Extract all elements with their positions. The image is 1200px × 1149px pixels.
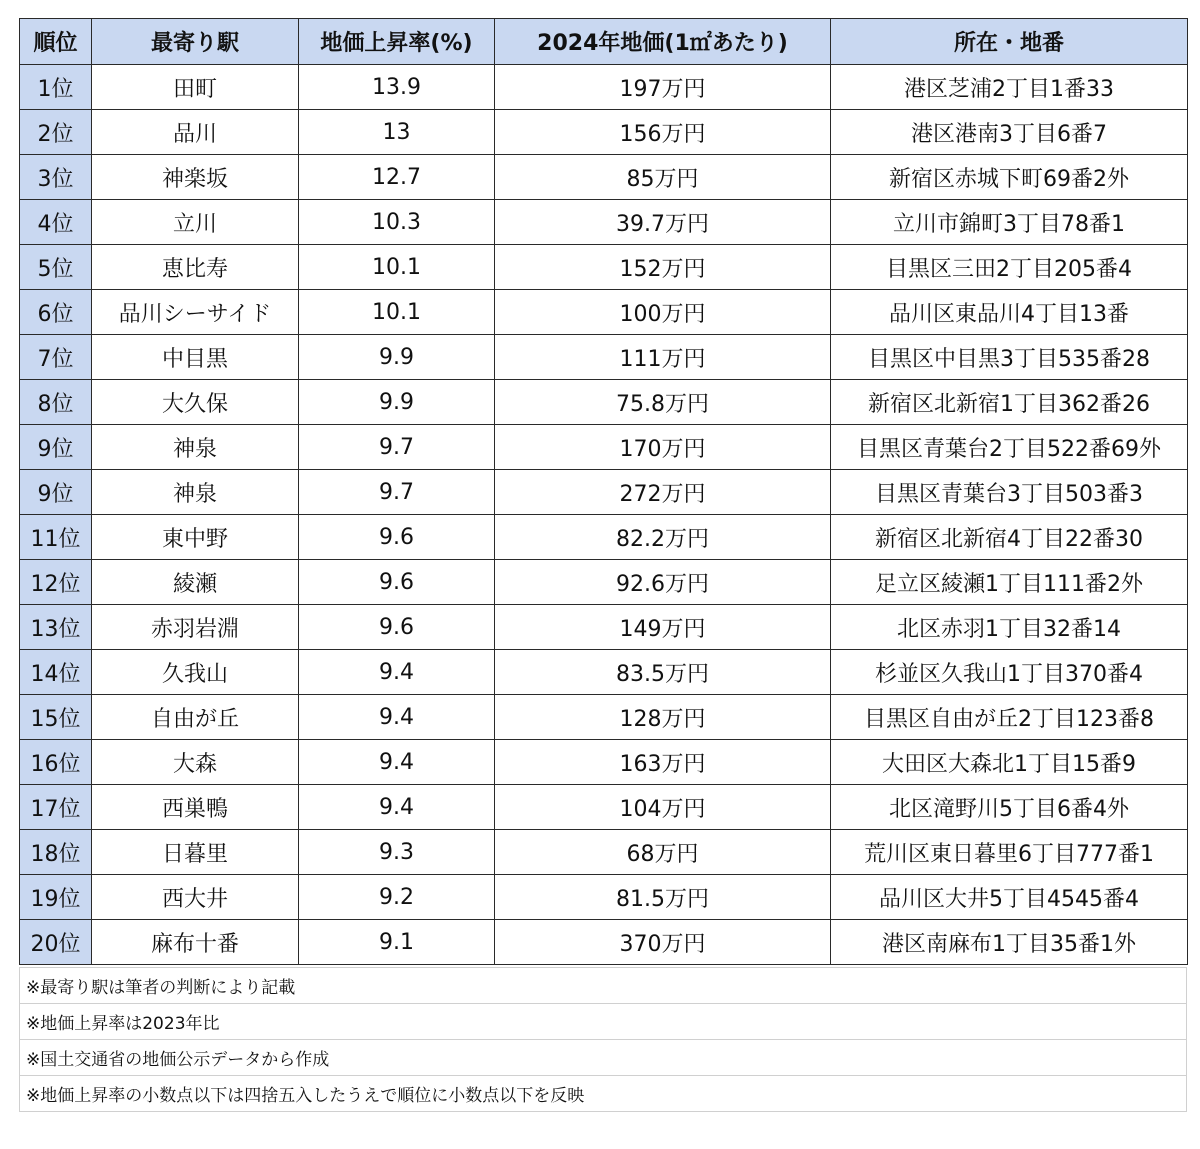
rank-cell: 9位 (20, 425, 92, 470)
table-row (20, 560, 1188, 605)
address-cell: 杉並区久我山1丁目370番4 (831, 650, 1188, 695)
station-cell: 田町 (92, 65, 299, 110)
station-cell: 神泉 (92, 425, 299, 470)
address-cell: 目黒区中目黒3丁目535番28 (831, 335, 1188, 380)
station-cell: 神泉 (92, 470, 299, 515)
table-row (20, 650, 1188, 695)
price-cell: 152万円 (495, 245, 831, 290)
notes-table (19, 967, 1187, 1112)
rate-cell: 9.9 (299, 380, 495, 425)
table-row (20, 830, 1188, 875)
price-cell: 170万円 (495, 425, 831, 470)
rate-cell: 9.4 (299, 785, 495, 830)
rate-cell: 9.6 (299, 515, 495, 560)
station-cell: 西巣鴨 (92, 785, 299, 830)
footnote: ※国土交通省の地価公示データから作成 (20, 1040, 1187, 1076)
header-rank: 順位 (20, 19, 92, 65)
address-cell: 荒川区東日暮里6丁目777番1 (831, 830, 1188, 875)
table-row (20, 740, 1188, 785)
price-cell: 156万円 (495, 110, 831, 155)
station-cell: 大森 (92, 740, 299, 785)
table-row (20, 785, 1188, 830)
rank-cell: 16位 (20, 740, 92, 785)
price-cell: 163万円 (495, 740, 831, 785)
table-row (20, 335, 1188, 380)
rank-cell: 2位 (20, 110, 92, 155)
price-cell: 92.6万円 (495, 560, 831, 605)
price-cell: 68万円 (495, 830, 831, 875)
address-cell: 目黒区自由が丘2丁目123番8 (831, 695, 1188, 740)
rank-cell: 3位 (20, 155, 92, 200)
price-cell: 82.2万円 (495, 515, 831, 560)
note-row (20, 1004, 1187, 1040)
station-cell: 神楽坂 (92, 155, 299, 200)
table-header-row (20, 19, 1188, 65)
table-row (20, 470, 1188, 515)
rate-cell: 13.9 (299, 65, 495, 110)
station-cell: 品川 (92, 110, 299, 155)
station-cell: 恵比寿 (92, 245, 299, 290)
station-cell: 立川 (92, 200, 299, 245)
footnote: ※最寄り駅は筆者の判断により記載 (20, 968, 1187, 1004)
rank-cell: 20位 (20, 920, 92, 965)
table-row (20, 155, 1188, 200)
price-cell: 39.7万円 (495, 200, 831, 245)
table-row (20, 605, 1188, 650)
address-cell: 港区南麻布1丁目35番1外 (831, 920, 1188, 965)
rate-cell: 9.3 (299, 830, 495, 875)
header-rate: 地価上昇率(%) (299, 19, 495, 65)
rate-cell: 9.6 (299, 605, 495, 650)
rank-cell: 11位 (20, 515, 92, 560)
rate-cell: 9.1 (299, 920, 495, 965)
station-cell: 品川シーサイド (92, 290, 299, 335)
table-row (20, 515, 1188, 560)
header-station: 最寄り駅 (92, 19, 299, 65)
table-row (20, 920, 1188, 965)
table-row (20, 290, 1188, 335)
price-cell: 75.8万円 (495, 380, 831, 425)
address-cell: 目黒区青葉台2丁目522番69外 (831, 425, 1188, 470)
station-cell: 西大井 (92, 875, 299, 920)
address-cell: 目黒区三田2丁目205番4 (831, 245, 1188, 290)
rank-cell: 1位 (20, 65, 92, 110)
rank-cell: 13位 (20, 605, 92, 650)
rank-cell: 18位 (20, 830, 92, 875)
table-row (20, 200, 1188, 245)
table-row (20, 245, 1188, 290)
price-cell: 83.5万円 (495, 650, 831, 695)
address-cell: 足立区綾瀬1丁目111番2外 (831, 560, 1188, 605)
rate-cell: 10.1 (299, 245, 495, 290)
price-cell: 81.5万円 (495, 875, 831, 920)
address-cell: 港区芝浦2丁目1番33 (831, 65, 1188, 110)
price-cell: 85万円 (495, 155, 831, 200)
header-price: 2024年地価(1㎡あたり) (495, 19, 831, 65)
price-cell: 370万円 (495, 920, 831, 965)
table-row (20, 380, 1188, 425)
table-row (20, 695, 1188, 740)
station-cell: 綾瀬 (92, 560, 299, 605)
ranking-table (19, 18, 1188, 965)
land-price-ranking (19, 18, 1187, 1112)
rate-cell: 9.7 (299, 470, 495, 515)
footnote: ※地価上昇率は2023年比 (20, 1004, 1187, 1040)
station-cell: 赤羽岩淵 (92, 605, 299, 650)
rank-cell: 8位 (20, 380, 92, 425)
address-cell: 北区滝野川5丁目6番4外 (831, 785, 1188, 830)
address-cell: 大田区大森北1丁目15番9 (831, 740, 1188, 785)
address-cell: 品川区東品川4丁目13番 (831, 290, 1188, 335)
price-cell: 128万円 (495, 695, 831, 740)
address-cell: 新宿区北新宿1丁目362番26 (831, 380, 1188, 425)
rank-cell: 6位 (20, 290, 92, 335)
station-cell: 日暮里 (92, 830, 299, 875)
address-cell: 北区赤羽1丁目32番14 (831, 605, 1188, 650)
address-cell: 立川市錦町3丁目78番1 (831, 200, 1188, 245)
rank-cell: 4位 (20, 200, 92, 245)
note-row (20, 1076, 1187, 1112)
rate-cell: 9.4 (299, 740, 495, 785)
price-cell: 149万円 (495, 605, 831, 650)
header-address: 所在・地番 (831, 19, 1188, 65)
rate-cell: 9.6 (299, 560, 495, 605)
table-row (20, 875, 1188, 920)
rate-cell: 9.9 (299, 335, 495, 380)
station-cell: 麻布十番 (92, 920, 299, 965)
station-cell: 大久保 (92, 380, 299, 425)
table-row (20, 425, 1188, 470)
rank-cell: 5位 (20, 245, 92, 290)
address-cell: 目黒区青葉台3丁目503番3 (831, 470, 1188, 515)
table-row (20, 65, 1188, 110)
rate-cell: 13 (299, 110, 495, 155)
table-row (20, 110, 1188, 155)
notes-body (20, 968, 1187, 1112)
address-cell: 品川区大井5丁目4545番4 (831, 875, 1188, 920)
table-body (20, 65, 1188, 965)
price-cell: 104万円 (495, 785, 831, 830)
rank-cell: 12位 (20, 560, 92, 605)
price-cell: 100万円 (495, 290, 831, 335)
rank-cell: 7位 (20, 335, 92, 380)
rank-cell: 14位 (20, 650, 92, 695)
address-cell: 新宿区北新宿4丁目22番30 (831, 515, 1188, 560)
footnote: ※地価上昇率の小数点以下は四捨五入したうえで順位に小数点以下を反映 (20, 1076, 1187, 1112)
rank-cell: 9位 (20, 470, 92, 515)
rate-cell: 9.7 (299, 425, 495, 470)
price-cell: 272万円 (495, 470, 831, 515)
rate-cell: 10.1 (299, 290, 495, 335)
price-cell: 111万円 (495, 335, 831, 380)
rank-cell: 19位 (20, 875, 92, 920)
address-cell: 新宿区赤城下町69番2外 (831, 155, 1188, 200)
station-cell: 中目黒 (92, 335, 299, 380)
rate-cell: 12.7 (299, 155, 495, 200)
rate-cell: 9.4 (299, 650, 495, 695)
rate-cell: 9.4 (299, 695, 495, 740)
rank-cell: 17位 (20, 785, 92, 830)
station-cell: 久我山 (92, 650, 299, 695)
price-cell: 197万円 (495, 65, 831, 110)
rate-cell: 9.2 (299, 875, 495, 920)
note-row (20, 968, 1187, 1004)
address-cell: 港区港南3丁目6番7 (831, 110, 1188, 155)
station-cell: 東中野 (92, 515, 299, 560)
rank-cell: 15位 (20, 695, 92, 740)
station-cell: 自由が丘 (92, 695, 299, 740)
note-row (20, 1040, 1187, 1076)
rate-cell: 10.3 (299, 200, 495, 245)
